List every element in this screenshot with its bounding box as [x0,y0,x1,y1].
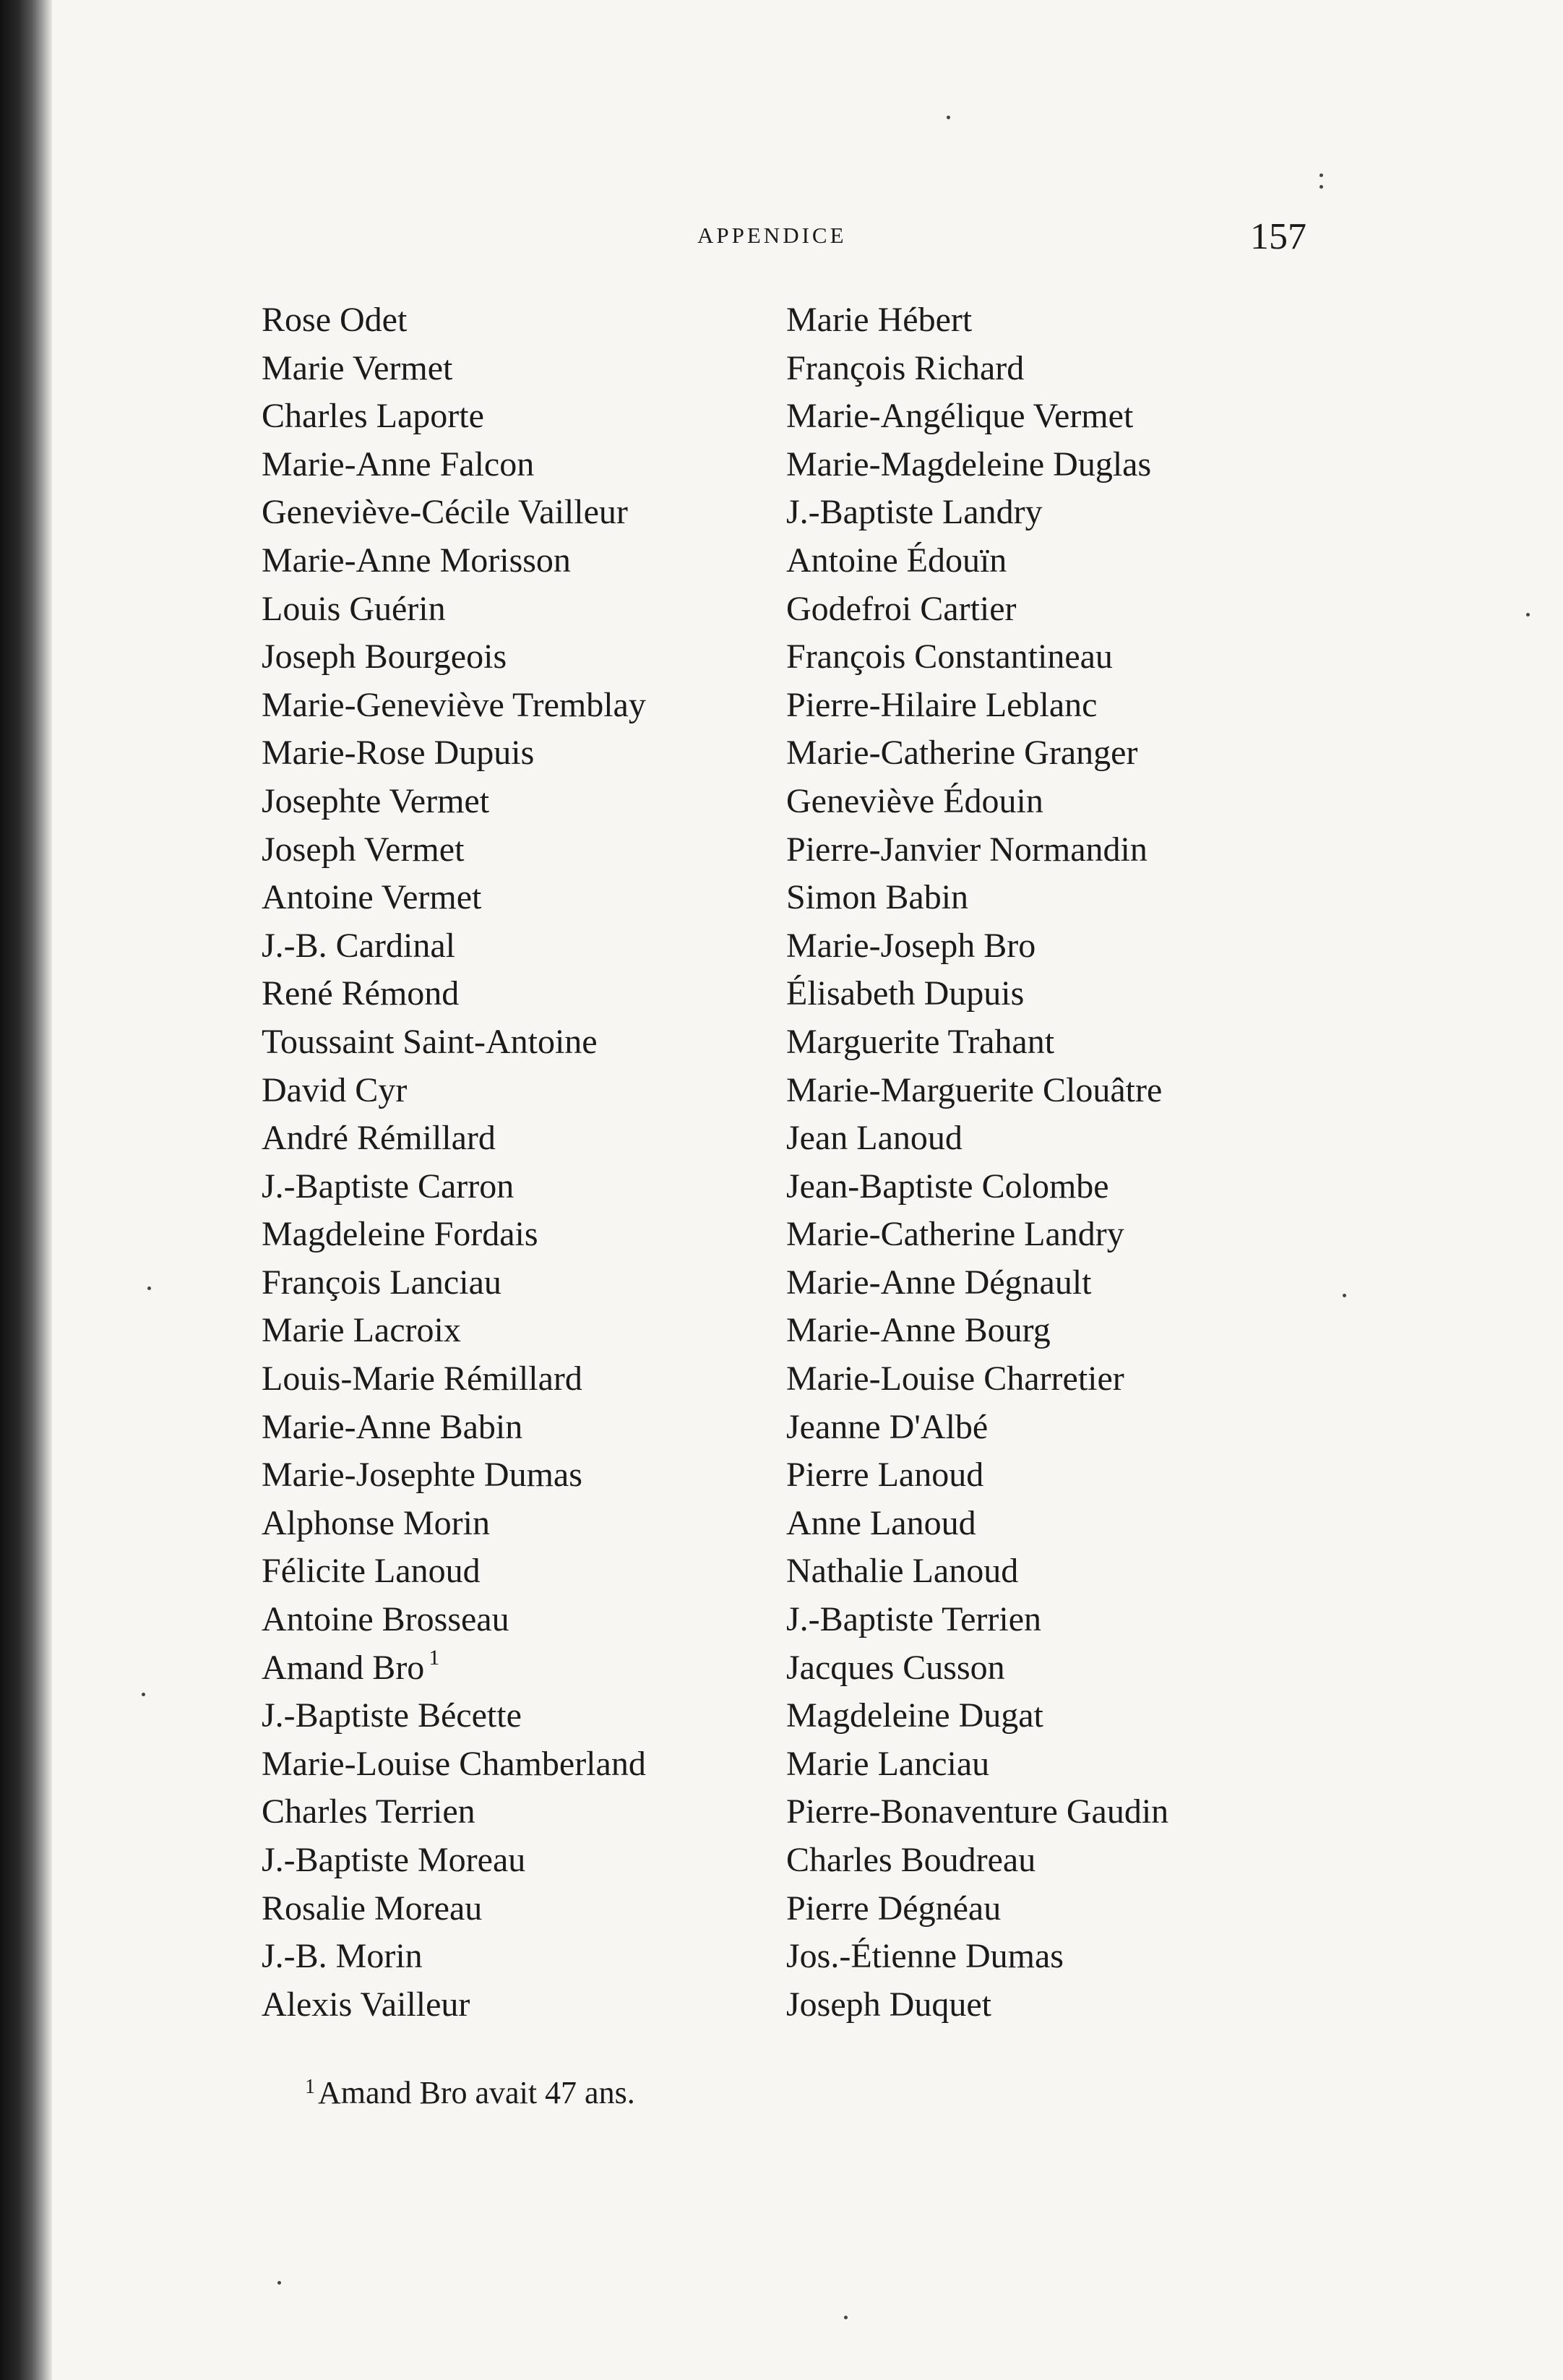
name-text: Marie Lacroix [262,1311,461,1350]
name-entry [262,922,646,971]
name-text: Marie Vermet [262,348,453,387]
name-list-left-column [262,296,646,2029]
footnote-reference: 1 [429,1645,440,1670]
name-entry [262,682,646,730]
name-text: Alphonse Morin [262,1503,490,1542]
name-text: Joseph Vermet [262,830,465,869]
name-entry [262,1981,646,2029]
name-text: J.-Baptiste Landry [786,493,1043,532]
name-entry [262,1114,646,1163]
name-text: Félicite Lanoud [262,1552,481,1591]
name-text: Pierre-Bonaventure Gaudin [786,1792,1169,1831]
name-text: Nathalie Lanoud [786,1552,1019,1591]
name-entry [786,1547,1168,1596]
name-entry [262,826,646,875]
scan-speck [1343,1294,1346,1297]
name-entry [786,585,1168,634]
name-entry [786,778,1168,826]
name-entry [262,489,646,537]
name-text: Marie-Rose Dupuis [262,734,535,773]
name-text: Marie-Anne Bourg [786,1311,1051,1350]
name-entry [786,1885,1168,1933]
running-head: APPENDICE [697,223,847,248]
scan-speck [947,116,950,119]
page-number: 157 [1250,216,1306,257]
name-text: J.-B. Cardinal [262,926,455,965]
name-entry [262,296,646,345]
name-text: François Constantineau [786,637,1113,676]
name-text: Marie-Louise Charretier [786,1359,1124,1399]
name-entry [262,633,646,682]
name-entry [262,1596,646,1644]
name-text: J.-Baptiste Bécette [262,1696,522,1735]
name-text: Marie-Anne Morisson [262,541,571,580]
footnote [305,2074,635,2111]
name-text: J.-B. Morin [262,1937,423,1976]
name-text: Marie-Marguerite Clouâtre [786,1070,1163,1109]
name-text: Marie-Josephte Dumas [262,1456,582,1495]
footnote-marker: 1 [305,2076,315,2098]
name-entry [786,1355,1168,1404]
scan-speck [147,1286,151,1290]
name-entry [262,1211,646,1259]
name-entry [262,1885,646,1933]
name-entry [262,585,646,634]
name-text: Jacques Cusson [786,1648,1005,1687]
name-text: Joseph Duquet [786,1985,991,2024]
name-entry [786,1644,1168,1693]
name-text: Josephte Vermet [262,781,490,820]
name-text: Charles Boudreau [786,1841,1036,1879]
name-text: René Rémond [262,974,460,1013]
name-text: Rosalie Moreau [262,1889,483,1928]
name-text: Marie-Catherine Landry [786,1215,1124,1254]
scan-speck [1319,173,1323,177]
name-text: Pierre Dégnéau [786,1889,1002,1928]
name-entry [786,1740,1168,1789]
name-entry [786,1596,1168,1644]
name-text: Simon Babin [786,878,969,917]
name-entry [786,729,1168,778]
name-text: Pierre-Janvier Normandin [786,830,1148,869]
name-text: Antoine Brosseau [262,1600,509,1639]
name-text: J.-Baptiste Carron [262,1167,514,1206]
name-text: Magdeleine Fordais [262,1215,538,1254]
name-text: Marie-Angélique Vermet [786,397,1134,436]
name-entry [262,1500,646,1548]
name-entry [262,1067,646,1115]
scan-speck [277,2281,281,2285]
name-entry [262,1740,646,1789]
scan-speck [844,2316,848,2319]
name-text: François Richard [786,348,1025,387]
name-text: Marie-Magdeleine Duglas [786,444,1152,484]
name-entry [262,1259,646,1307]
name-text: Marie-Joseph Bro [786,926,1036,965]
name-entry [262,778,646,826]
name-entry [786,826,1168,875]
name-text: Marie-Anne Babin [262,1407,523,1446]
name-entry [786,633,1168,682]
name-entry [786,1451,1168,1500]
name-entry [786,1500,1168,1548]
name-text: Louis Guérin [262,589,446,628]
scan-speck [1526,613,1530,617]
name-text: Marie-Louise Chamberland [262,1744,646,1783]
name-entry [262,345,646,393]
name-text: Élisabeth Dupuis [786,974,1025,1013]
name-text: Magdeleine Dugat [786,1696,1043,1735]
name-text: André Rémillard [262,1119,496,1158]
scan-speck [142,1693,145,1696]
name-entry [262,1836,646,1885]
name-entry [786,1211,1168,1259]
name-entry [262,1404,646,1452]
name-entry [786,392,1168,441]
name-entry [262,1788,646,1836]
name-entry [786,970,1168,1018]
name-entry [786,1018,1168,1067]
name-entry [786,1981,1168,2029]
name-entry [262,1163,646,1211]
name-text: Alexis Vailleur [262,1985,470,2024]
name-text: Jos.-Étienne Dumas [786,1937,1064,1976]
name-entry [786,922,1168,971]
name-entry [786,1404,1168,1452]
name-entry [786,537,1168,585]
name-entry [262,1307,646,1355]
name-text: Pierre-Hilaire Leblanc [786,685,1098,724]
name-entry [786,1692,1168,1740]
name-entry [262,970,646,1018]
name-text: Charles Laporte [262,397,484,436]
name-entry [262,1692,646,1740]
name-entry [786,1933,1168,1981]
name-text: Anne Lanoud [786,1503,976,1542]
name-entry [262,1933,646,1981]
name-entry [262,1355,646,1404]
name-text: Marie-Catherine Granger [786,734,1138,773]
name-text: Jean Lanoud [786,1119,963,1158]
name-entry [786,1307,1168,1355]
name-text: Marguerite Trahant [786,1022,1055,1061]
name-text: Marie-Anne Dégnault [786,1263,1092,1302]
name-entry [262,1547,646,1596]
name-entry [786,345,1168,393]
name-entry [786,1788,1168,1836]
name-list-right-column [786,296,1168,2029]
name-entry [786,1114,1168,1163]
name-text: Antoine Édouïn [786,541,1007,580]
name-text: J.-Baptiste Moreau [262,1841,526,1879]
name-text: Antoine Vermet [262,878,482,917]
name-text: Godefroi Cartier [786,589,1017,628]
name-text: Marie-Geneviève Tremblay [262,685,646,724]
book-binding-edge [0,0,52,2380]
name-text: Jean-Baptiste Colombe [786,1167,1109,1206]
name-entry [786,874,1168,922]
name-text: Charles Terrien [262,1792,475,1831]
name-entry [262,874,646,922]
name-entry [786,1163,1168,1211]
name-text: Marie Lanciau [786,1744,990,1783]
name-entry [262,537,646,585]
name-text: Pierre Lanoud [786,1456,984,1495]
name-entry [786,1836,1168,1885]
name-entry [262,1644,646,1693]
name-entry [786,682,1168,730]
scan-speck [1319,185,1323,189]
name-entry [262,1451,646,1500]
name-text: J.-Baptiste Terrien [786,1600,1041,1639]
name-text: Amand Bro [262,1648,425,1687]
name-entry [786,1067,1168,1115]
name-entry [786,296,1168,345]
name-entry [262,729,646,778]
footnote-text: Amand Bro avait 47 ans. [318,2075,635,2110]
name-text: Geneviève Édouin [786,781,1043,820]
name-entry [262,392,646,441]
name-text: Toussaint Saint-Antoine [262,1022,598,1061]
name-text: Marie-Anne Falcon [262,444,535,484]
name-text: Geneviève-Cécile Vailleur [262,493,628,532]
name-text: Marie Hébert [786,301,973,339]
name-text: David Cyr [262,1070,408,1109]
name-entry [262,1018,646,1067]
name-entry [262,441,646,489]
name-entry [786,441,1168,489]
name-text: Rose Odet [262,301,408,339]
name-text: François Lanciau [262,1263,501,1302]
name-text: Jeanne D'Albé [786,1407,989,1446]
name-text: Louis-Marie Rémillard [262,1359,582,1399]
name-text: Joseph Bourgeois [262,637,507,676]
name-entry [786,489,1168,537]
name-entry [786,1259,1168,1307]
